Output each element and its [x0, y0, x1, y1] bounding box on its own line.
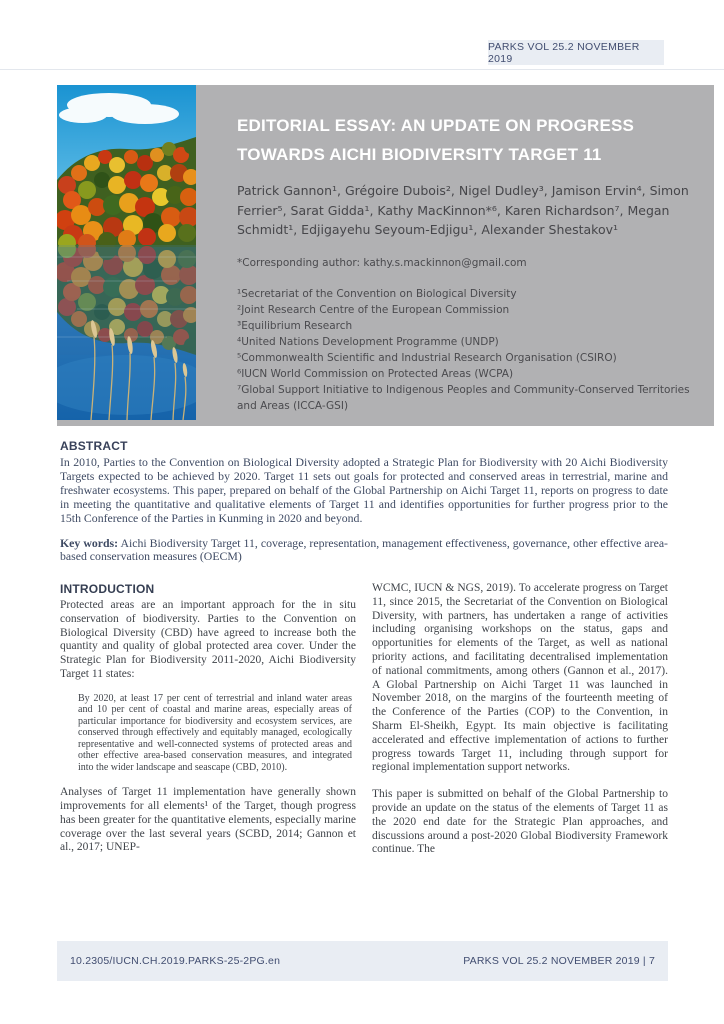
- introduction-heading: INTRODUCTION: [60, 582, 155, 596]
- keywords: [60, 537, 668, 565]
- affiliation-item: ⁷Global Support Initiative to Indigenous Peoples and Community-Conserved Territories and Areas (ICCA-GSI): [237, 383, 690, 412]
- doi-text: 10.2305/IUCN.CH.2019.PARKS-25-2PG.en: [70, 955, 281, 967]
- journal-page-number: PARKS VOL 25.2 NOVEMBER 2019 | 7: [463, 955, 655, 967]
- keywords-label: Key words:: [60, 535, 119, 550]
- affiliation-item: ⁴United Nations Development Programme (UNDP): [237, 335, 499, 348]
- affiliation-item: ⁶IUCN World Commission on Protected Areas (WCPA): [237, 367, 514, 380]
- affiliation-item: ⁵Commonwealth Scientific and Industrial Research Organisation (CSIRO): [237, 351, 617, 364]
- affiliation-list: [237, 286, 696, 414]
- corresponding-author: *Corresponding author: kathy.s.mackinnon@gmail.com: [237, 256, 527, 269]
- affiliation-item: ³Equilibrium Research: [237, 319, 353, 332]
- introduction-section: [60, 582, 668, 857]
- intro-paragraph: This paper is submitted on behalf of the Global Partnership to provide an update on the status of the elements of Target 11 as the 2020 end date for the Strategic Plan approaches, and discussions around a post-2020 Global Biodiversity Framework continue. The: [372, 788, 668, 856]
- author-list: Patrick Gannon¹, Grégoire Dubois², Nigel Dudley³, Jamison Ervin⁴, Simon Ferrier⁵, Sarat Gidda¹, Kathy MacKinnon*⁶, Karen Richardson⁷, Megan Schmidt¹, Edjigayehu Seyoum-Edjigu¹, Alexander Shestakov¹: [237, 183, 689, 237]
- abstract-heading: ABSTRACT: [60, 439, 128, 453]
- affiliation-item: ¹Secretariat of the Convention on Biological Diversity: [237, 287, 517, 300]
- journal-volume-badge: PARKS VOL 25.2 NOVEMBER 2019: [488, 40, 664, 65]
- right-column: [372, 582, 668, 857]
- abstract-text: In 2010, Parties to the Convention on Biological Diversity adopted a Strategic Plan for Biodiversity with 20 Aichi Biodiversity Targets expected to be achieved by 2020. Target 11 sets out goals for protected and conserved areas in terrestrial, marine and freshwater ecosystems. This paper, prepared on behalf of the Global Partnership on Aichi Target 11, reports on progress to date in meeting the quantitative and qualitative elements of Target 11 and identifies opportunities for further progress prior to the 15th Conference of the Parties in Kunming in 2020 and beyond.: [60, 455, 668, 525]
- target-11-quote: By 2020, at least 17 per cent of terrestrial and inland water areas and 10 per cent of coastal and marine areas, especially areas of particular importance for biodiversity and ecosystem services, are conserved through effectively and equitably managed, ecologically representative and well-connected systems of protected areas and other effective area-based conservation measures, and integrated into the wider landscape and seascape (CBD, 2010).: [78, 692, 352, 773]
- title-block: [57, 85, 714, 426]
- left-column: [60, 582, 356, 857]
- keywords-text: Aichi Biodiversity Target 11, coverage, representation, management effectiveness, governance, other effective area-based conservation measures (OECM): [60, 535, 668, 564]
- article-title: EDITORIAL ESSAY: AN UPDATE ON PROGRESS TOWARDS AICHI BIODIVERSITY TARGET 11: [237, 116, 635, 164]
- intro-paragraph: WCMC, IUCN & NGS, 2019). To accelerate progress on Target 11, since 2015, the Secretariat of the Convention on Biological Diversity, with partners, has undertaken a range of activities including organising workshops on the status, gaps and opportunities for elements of the Target, as well as national priority actions, and facilitating decentralised implementation of national commitments, among others (Gannon et al., 2017). A Global Partnership on Aichi Target 11 was launched in November 2018, on the margins of the fourteenth meeting of the Conference of the Parties (COP) to the Convention, in Sharm El-Sheikh, Egypt. Its main objective is facilitating accelerated and effective implementation of actions to further progress towards Target 11, including through support for regional implementation support networks.: [372, 582, 668, 774]
- header-rule: [0, 69, 724, 70]
- autumn-forest-photo: [57, 85, 196, 420]
- intro-paragraph: Protected areas are an important approach for the in situ conservation of biodiversity. Parties to the Convention on Biological Diversity (CBD) have agreed to increase both the quantity and quality of global protected area cover. Under the Strategic Plan for Biodiversity 2011-2020, Aichi Biodiversity Target 11 states:: [60, 599, 356, 680]
- page-footer: [57, 941, 668, 981]
- intro-paragraph: Analyses of Target 11 implementation have generally shown improvements for all elements¹ of the Target, though progress has been greater for the quantitative elements, especially marine coverage over the last several years (SCBD, 2014; Gannon et al., 2017; UNEP-: [60, 786, 356, 854]
- affiliation-item: ²Joint Research Centre of the European Commission: [237, 303, 510, 316]
- abstract-section: [60, 439, 668, 564]
